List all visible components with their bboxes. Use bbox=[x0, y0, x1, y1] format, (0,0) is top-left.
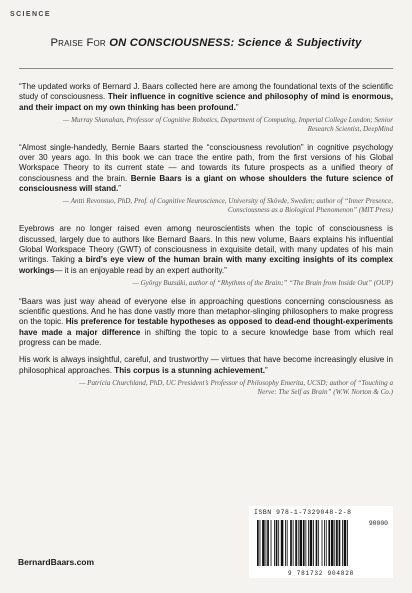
quote-shanahan bbox=[19, 82, 393, 134]
barcode-bar bbox=[266, 520, 267, 566]
quote-segment: “The updated works of Bernard J. Baars collected here are among the foundational texts of the scientific study of consciousness. bbox=[19, 82, 393, 102]
quote-segment: His work is always insightful, careful, and trustworthy — virtues that have become increasingly elusive in philosophical approaches. bbox=[19, 355, 393, 375]
quote-segment: ” bbox=[265, 365, 268, 375]
isbn-number: ISBN 978-1-7329048-2-8 bbox=[254, 509, 352, 516]
barcode-bar bbox=[344, 520, 347, 566]
barcode-bar bbox=[271, 520, 272, 566]
quote-segment: in shifting the topic to a secure knowledge base from which real progress can be made. bbox=[19, 327, 394, 348]
quote-text bbox=[19, 82, 393, 113]
barcode-bar bbox=[305, 520, 306, 566]
barcode-bar bbox=[318, 520, 319, 566]
barcode-bar bbox=[313, 520, 314, 566]
barcode-bar bbox=[274, 520, 275, 566]
quote-emphasis: a bird’s eye view of the human brain with many exciting insights of its complex workings bbox=[19, 255, 393, 275]
quote-attribution: — György Buzsáki, author of “Rhythms of the Brain;” “The Brain from Inside Out” (OUP) bbox=[132, 278, 393, 287]
quote-text bbox=[19, 143, 393, 194]
barcode-bars bbox=[255, 520, 387, 572]
quote-emphasis: His preference for testable hypotheses as opposed to dead-end thought-experiments have made a major difference bbox=[19, 317, 394, 337]
barcode-bar bbox=[300, 520, 303, 566]
barcode-bar bbox=[347, 520, 348, 566]
barcode-bar bbox=[278, 520, 279, 566]
quote-emphasis: Bernie Baars is a giant on whose shoulders the future science of consciousness will stand. bbox=[19, 173, 393, 194]
ean-digits: 9 781732 904828 bbox=[249, 570, 393, 577]
quote-attribution: — Patricia Churchland, PhD, UC President’s Professor of Philosophy Emerita, UCSD; author of “Touching a Nerve: The Self as Brain” (W.W. Norton & Co.) bbox=[79, 378, 393, 396]
barcode-bar bbox=[276, 520, 278, 566]
quote-attribution: — Murray Shanahan, Professor of Cognitive Robotics, Department of Computing, Imperial College London; Senior Research Scientist, DeepMind bbox=[63, 115, 393, 133]
barcode-bar bbox=[298, 520, 299, 566]
quote-segment: ” bbox=[118, 184, 121, 194]
barcode-bar bbox=[295, 520, 297, 566]
barcode-bar bbox=[281, 520, 284, 566]
praise-heading bbox=[0, 37, 412, 49]
quote-segment: — it is an enjoyable read by an expert authority.” bbox=[54, 265, 227, 275]
category-label: SCIENCE bbox=[10, 11, 51, 18]
barcode-bar bbox=[326, 520, 327, 566]
quote-buzsaki bbox=[19, 224, 393, 287]
quote-segment: ” bbox=[235, 102, 239, 112]
website-link[interactable]: BernardBaars.com bbox=[18, 557, 95, 567]
barcode-bar bbox=[328, 520, 330, 566]
barcode-bar bbox=[287, 520, 288, 566]
quote-segment: “Almost single-handedly, Bernie Baars started the “consciousness revolution” in cognitive psychology over 30 years ago. In this book we can trace the entire path, from the first versions of his Global Workspace Theory to its current state — and towards its future prospects as a unified theory of consciousness and the brain. bbox=[19, 142, 393, 183]
barcode-bar bbox=[342, 520, 343, 566]
barcode-bar bbox=[324, 520, 325, 566]
quote-revonsuo bbox=[19, 143, 393, 215]
barcode-bar bbox=[339, 520, 341, 566]
quote-text bbox=[19, 297, 393, 348]
barcode-bar bbox=[257, 520, 259, 566]
quotes-section bbox=[19, 82, 393, 397]
quote-segment: Eyebrows are no longer raised even among neuroscientists when the topic of consciousness is discussed, largely due to authors like Bernard Baars. In this new volume, Baars explains his influential Global Workspace Theory (GWT) of consciousness in exquisite detail, with many updates of his main writings. Taking bbox=[19, 224, 393, 265]
barcode-bar bbox=[308, 520, 309, 566]
barcode-bar bbox=[322, 520, 323, 566]
barcode-bar bbox=[262, 520, 265, 566]
barcode-bar bbox=[267, 520, 269, 566]
barcode-bar bbox=[310, 520, 313, 566]
quote-emphasis: Their influence in cognitive science and philosophy of mind is enormous, and their impact on my own thinking has been profound. bbox=[19, 92, 393, 112]
barcode-bar bbox=[334, 520, 335, 566]
barcode-bar bbox=[293, 520, 294, 566]
barcode-bar bbox=[336, 520, 338, 566]
barcode-bar bbox=[285, 520, 286, 566]
barcode-bar bbox=[331, 520, 334, 566]
barcode-bar bbox=[316, 520, 318, 566]
quote-text bbox=[19, 355, 393, 376]
barcode-bar bbox=[303, 520, 305, 566]
barcode-bar bbox=[290, 520, 292, 566]
book-title: ON CONSCIOUSNESS: Science & Subjectivity bbox=[109, 37, 362, 49]
quote-segment: “Baars was just way ahead of everyone else in approaching questions concerning consciousness as scientific questions. And he has done vastly more than metaphor-slinging philosophers to make progress on the topic. bbox=[19, 296, 393, 327]
top-divider bbox=[19, 68, 393, 69]
praise-lead: Praise For bbox=[50, 37, 110, 49]
isbn-barcode bbox=[249, 506, 393, 578]
quote-emphasis: This corpus is a stunning achievement. bbox=[114, 365, 265, 375]
price-code: 90000 bbox=[368, 520, 388, 527]
quote-churchland bbox=[19, 297, 393, 397]
barcode-bar bbox=[260, 520, 261, 566]
quote-text bbox=[19, 224, 393, 275]
quote-attribution: — Antti Revonsuo, PhD, Prof. of Cognitive Neuroscience, University of Skövde, Sweden; author of “Inner Presence, Consciousness as a Biological Phenomenon” (MIT Press) bbox=[62, 197, 393, 215]
